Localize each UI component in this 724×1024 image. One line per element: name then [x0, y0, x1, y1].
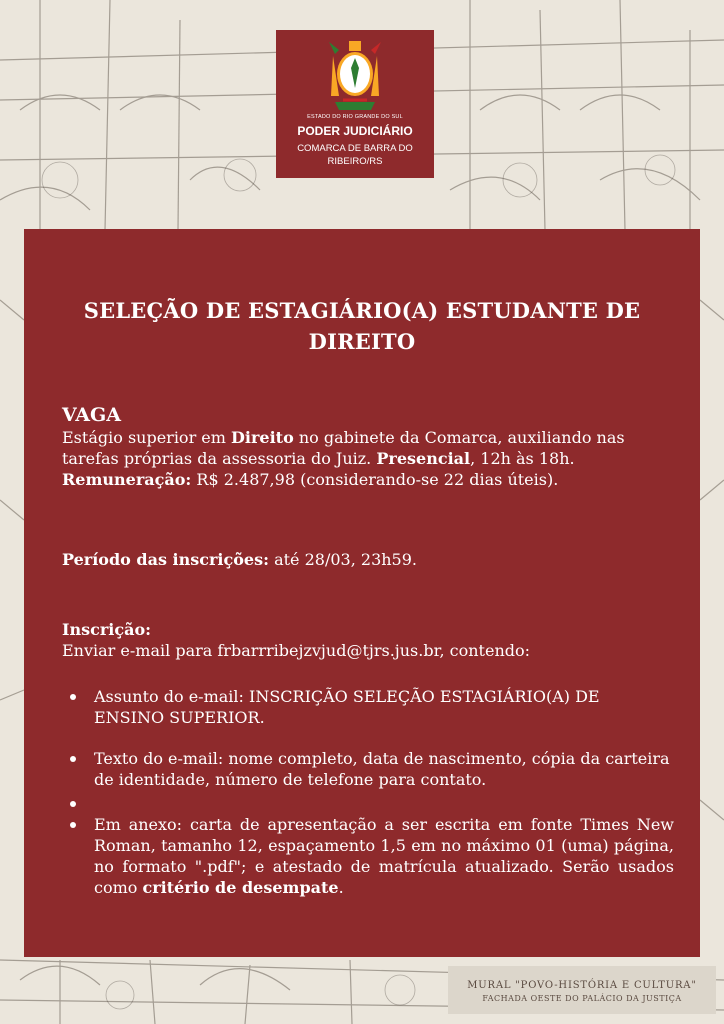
mural-caption — [448, 966, 716, 1014]
announcement-panel — [24, 229, 700, 957]
vacancy-heading: VAGA — [62, 404, 121, 426]
county-name: COMARCA DE BARRA DO RIBEIRO/RS — [297, 143, 413, 167]
registration-instructions: Enviar e-mail para frbarrribejzvjud@tjrs.jus.br, contendo: — [62, 641, 531, 660]
state-name: ESTADO DO RIO GRANDE DO SUL — [307, 114, 403, 120]
requirements-list — [62, 679, 674, 898]
mural-subtitle: FACHADA OESTE DO PALÁCIO DA JUSTIÇA — [482, 994, 682, 1003]
judiciary-name: PODER JUDICIÁRIO — [297, 124, 413, 138]
announcement-title: SELEÇÃO DE ESTAGIÁRIO(A) ESTUDANTE DE DIREITO — [83, 298, 641, 354]
vacancy-description: Estágio superior em Direito no gabinete da Comarca, auxiliando nas tarefas próprias da assessoria do Juiz. Presencial, 12h às 18h. Remuneração: R$ 2.487,98 (considerando-se 22 dias úteis). — [62, 428, 625, 489]
rio-grande-do-sul-coat-of-arms-icon — [325, 36, 385, 114]
list-item-email-body: Texto do e-mail: nome completo, data de nascimento, cópia da carteira de identidade, número de telefone para contato. — [62, 748, 674, 790]
list-item-empty — [62, 793, 674, 814]
list-item-email-subject: Assunto do e-mail: INSCRIÇÃO SELEÇÃO ESTAGIÁRIO(A) DE ENSINO SUPERIOR. — [62, 686, 674, 728]
court-header-badge — [276, 30, 434, 178]
mural-title: MURAL "POVO-HISTÓRIA E CULTURA" — [467, 980, 697, 991]
list-item-attachments: Em anexo: carta de apresentação a ser escrita em fonte Times New Roman, tamanho 12, espaçamento 1,5 em no máximo 01 (uma) página, no formato ".pdf"; e atestado de matrícula atualizado. Serão usados como critério de desempate. — [62, 814, 674, 898]
registration-period: Período das inscrições: até 28/03, 23h59. — [62, 550, 417, 569]
registration-heading: Inscrição: — [62, 620, 152, 639]
